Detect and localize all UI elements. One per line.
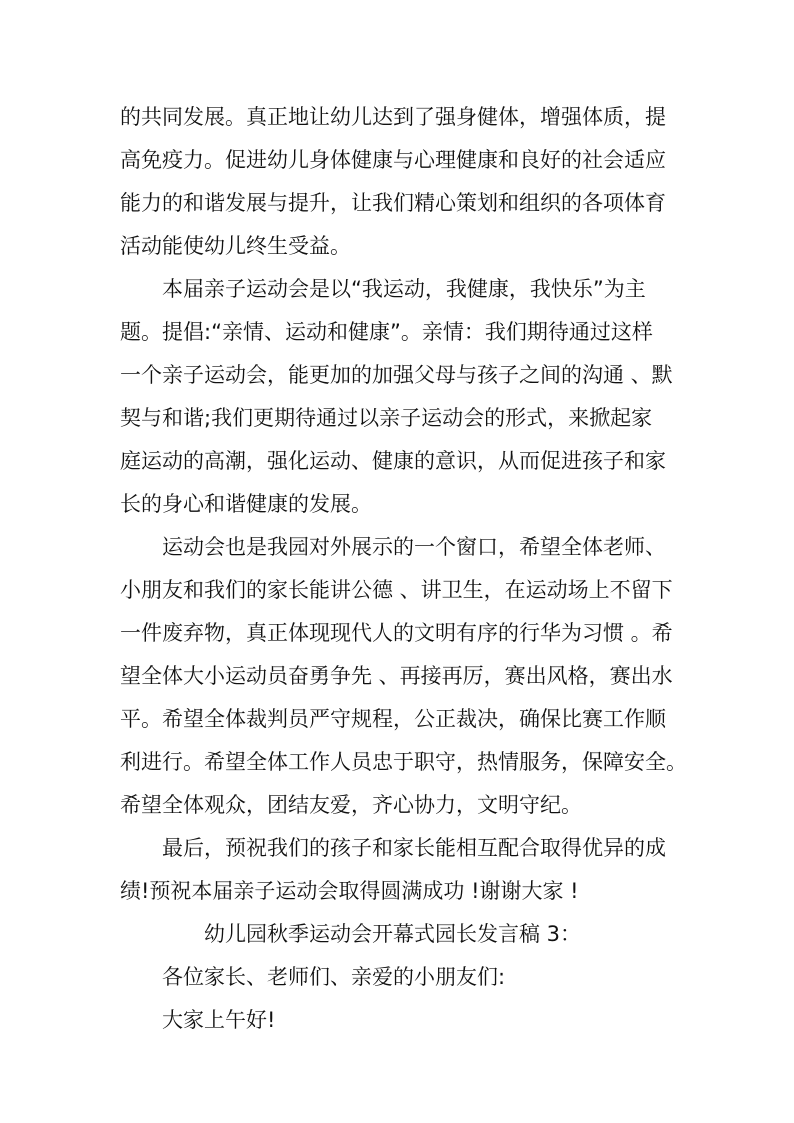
text-line: 的共同发展。真正地让幼儿达到了强身健体，增强体质，提 [120,105,666,129]
text-line: 一个亲子运动会，能更加的加强父母与孩子之间的沟通 、默 [120,363,673,387]
text-line: 题。提倡:“亲情、运动和健康”。亲情：我们期待通过这样 [120,320,653,344]
text-line: 能力的和谐发展与提升，让我们精心策划和组织的各项体育 [120,191,666,215]
paragraph-start-line: 运动会也是我园对外展示的一个窗口，希望全体老师、 [162,535,666,559]
salutation-line: 各位家长、老师们、亲爱的小朋友们: [162,965,506,989]
text-line: 绩!预祝本届亲子运动会取得圆满成功 !谢谢大家 ! [120,879,579,903]
text-line: 平。希望全体裁判员严守规程，公正裁决，确保比赛工作顺 [120,707,666,731]
paragraph-start-line: 最后，预祝我们的孩子和家长能相互配合取得优异的成 [162,836,666,860]
text-line: 利进行。希望全体工作人员忠于职守，热情服务，保障安全。 [120,750,687,774]
paragraph-start-line: 本届亲子运动会是以“我运动，我健康，我快乐”为主 [162,277,646,301]
text-line: 一件废弃物，真正体现现代人的文明有序的行华为习惯 。希 [120,621,673,645]
text-line: 小朋友和我们的家长能讲公德 、讲卫生，在运动场上不留下 [120,578,673,602]
text-line: 高免疫力。促进幼儿身体健康与心理健康和良好的社会适应 [120,148,666,172]
text-line: 希望全体观众，团结友爱，齐心协力，文明守纪。 [120,793,582,817]
text-line: 长的身心和谐健康的发展。 [120,492,372,516]
text-line: 庭运动的高潮，强化运动、健康的意识，从而促进孩子和家 [120,449,666,473]
greeting-line: 大家上午好! [162,1008,276,1032]
text-line: 望全体大小运动员奋勇争先 、再接再厉，赛出风格，赛出水 [120,664,673,688]
text-line: 契与和谐;我们更期待通过以亲子运动会的形式，来掀起家 [120,406,653,430]
text-line: 活动能使幼儿终生受益。 [120,234,351,258]
speech-title: 幼儿园秋季运动会开幕式园长发言稿 3： [204,922,582,946]
